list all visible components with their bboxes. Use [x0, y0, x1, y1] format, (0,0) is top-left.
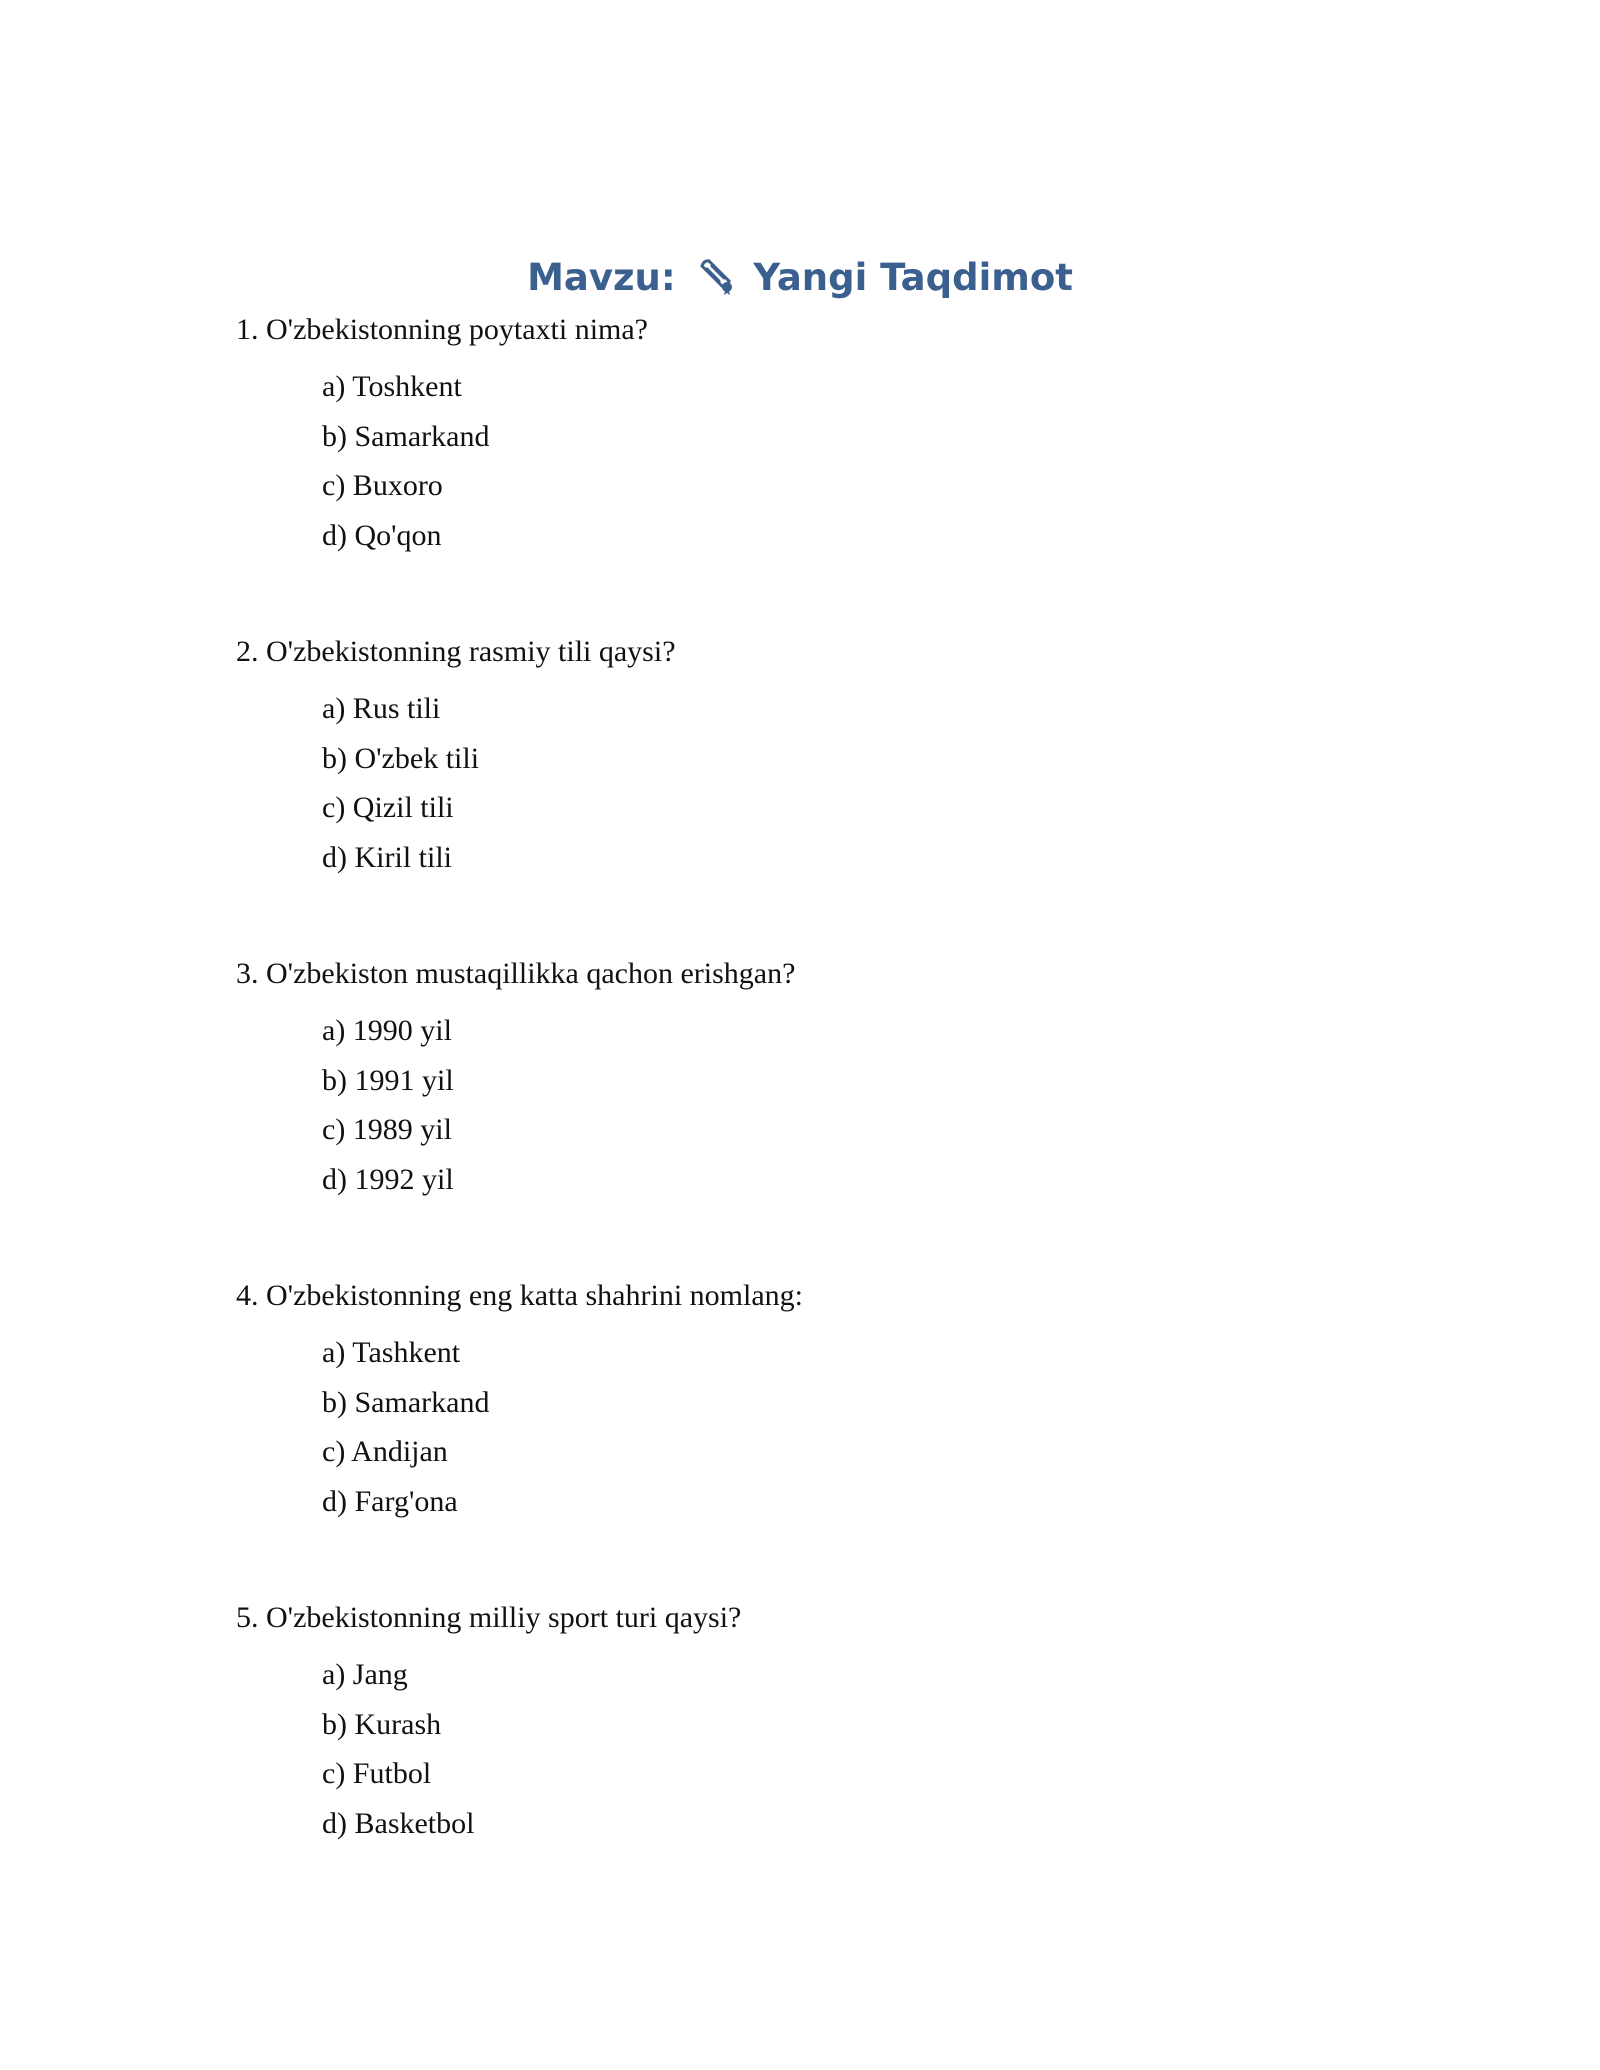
question-4 [236, 1274, 803, 1526]
question-text: 5. O'zbekistonning milliy sport turi qaysi? [236, 1601, 742, 1634]
option-a: a) 1990 yil [322, 1014, 452, 1047]
question-text: 1. O'zbekistonning poytaxti nima? [236, 313, 649, 346]
title-prefix: Mavzu: [527, 256, 676, 299]
question-3 [236, 952, 795, 1204]
option-c: c) Buxoro [322, 469, 443, 502]
page-title [0, 248, 1600, 308]
question-text: 3. O'zbekiston mustaqillikka qachon erishgan? [236, 957, 796, 990]
question-2 [236, 630, 676, 882]
option-d: d) Qo'qon [322, 518, 442, 552]
option-a: a) Jang [322, 1658, 408, 1691]
title-text: Yangi Taqdimot [753, 256, 1073, 299]
option-b: b) Kurash [322, 1707, 442, 1741]
option-b: b) O'zbek tili [322, 741, 480, 775]
diploma-scroll-icon [695, 254, 737, 296]
option-list [322, 1006, 795, 1204]
question-1 [236, 308, 648, 560]
option-c: c) 1989 yil [322, 1113, 452, 1146]
option-d: d) Farg'ona [322, 1484, 458, 1518]
option-c: c) Qizil tili [322, 791, 454, 824]
option-b: b) Samarkand [322, 419, 490, 453]
option-b: b) 1991 yil [322, 1063, 454, 1097]
option-c: c) Futbol [322, 1757, 432, 1790]
option-b: b) Samarkand [322, 1385, 490, 1419]
option-a: a) Rus tili [322, 692, 441, 725]
option-list [322, 1328, 803, 1526]
option-list [322, 684, 676, 882]
option-a: a) Toshkent [322, 370, 462, 403]
option-list [322, 1650, 741, 1848]
option-d: d) Kiril tili [322, 840, 452, 874]
question-text: 4. O'zbekistonning eng katta shahrini nomlang: [236, 1279, 803, 1312]
option-a: a) Tashkent [322, 1336, 461, 1369]
question-text: 2. O'zbekistonning rasmiy tili qaysi? [236, 635, 676, 668]
option-d: d) Basketbol [322, 1806, 475, 1840]
option-c: c) Andijan [322, 1435, 448, 1468]
option-d: d) 1992 yil [322, 1162, 454, 1196]
question-5 [236, 1596, 741, 1848]
option-list [322, 362, 648, 560]
